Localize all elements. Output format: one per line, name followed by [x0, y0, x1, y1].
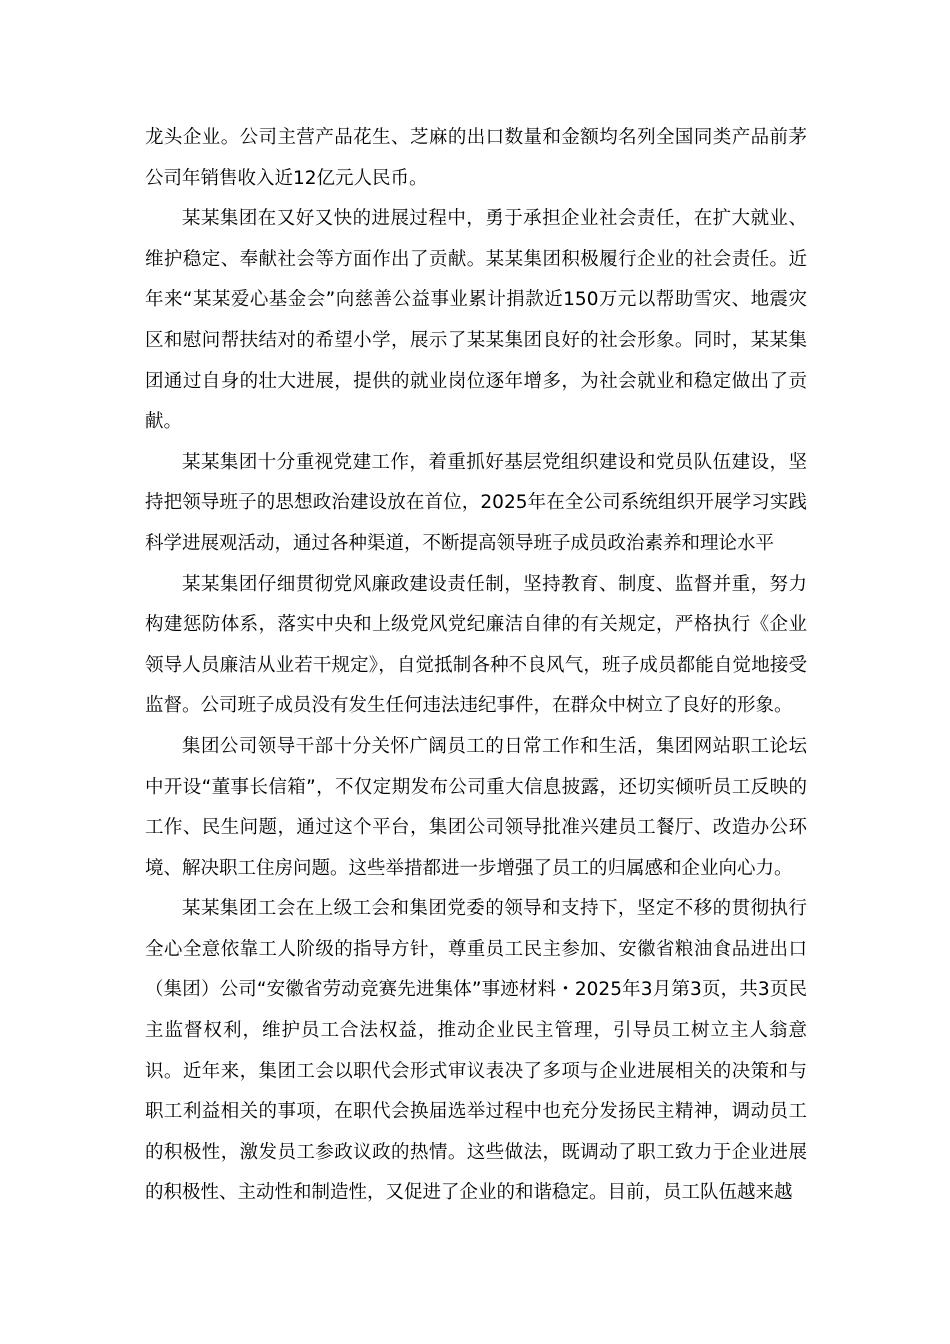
- paragraph-continuation: 龙头企业。公司主营产品花生、芝麻的出口数量和金额均名列全国同类产品前茅公司年销售收入近12亿元人民币。: [145, 127, 807, 189]
- paragraph-trade-union: 某某集团工会在上级工会和集团党委的领导和支持下，坚定不移的贯彻执行全心全意依靠工人阶级的指导方针，尊重员工民主参加、安徽省粮油食品进出口（集团）公司“安徽省劳动竞赛先进集体”事迹材料・2025年3月第3页，共3页民主监督权利，维护员工合法权益，推动企业民主管理，引导员工树立主人翁意识。近年来，集团工会以职代会形式审议表决了多项与企业进展相关的决策和与职工利益相关的事项，在职代会换届选举过程中也充分发扬民主精神，调动员工的积极性，激发员工参政议政的热情。这些做法，既调动了职工致力于企业进展的积极性、主动性和制造性，又促进了企业的和谐稳定。目前，员工队伍越来越: [145, 898, 807, 1204]
- document-body: [145, 118, 807, 1214]
- paragraph-party-building: 某某集团十分重视党建工作，着重抓好基层党组织建设和党员队伍建设，坚持把领导班子的思想政治建设放在首位，2025年在全公司系统组织开展学习实践科学进展观活动，通过各种渠道，不断提高领导班子成员政治素养和理论水平: [145, 451, 807, 554]
- paragraph-integrity: 某某集团仔细贯彻党风廉政建设责任制，坚持教育、制度、监督并重，努力构建惩防体系，落实中央和上级党风党纪廉洁自律的有关规定，严格执行《企业领导人员廉洁从业若干规定》，自觉抵制各种不良风气，班子成员都能自觉地接受监督。公司班子成员没有发生任何违法违纪事件，在群众中树立了良好的形象。: [145, 573, 807, 717]
- paragraph-social-responsibility: 某某集团在又好又快的进展过程中，勇于承担企业社会责任，在扩大就业、维护稳定、奉献社会等方面作出了贡献。某某集团积极履行企业的社会责任。近年来“某某爱心基金会”向慈善公益事业累计捐款近150万元以帮助雪灾、地震灾区和慰问帮扶结对的希望小学，展示了某某集团良好的社会形象。同时，某某集团通过自身的壮大进展，提供的就业岗位逐年增多，为社会就业和稳定做出了贡献。: [145, 208, 807, 433]
- paragraph-employee-care: 集团公司领导干部十分关怀广阔员工的日常工作和生活，集团网站职工论坛中开设“董事长信箱”，不仅定期发布公司重大信息披露，还切实倾听员工反映的工作、民生问题，通过这个平台，集团公司领导批准兴建员工餐厅、改造办公环境、解决职工住房问题。这些举措都进一步增强了员工的归属感和企业向心力。: [145, 735, 807, 879]
